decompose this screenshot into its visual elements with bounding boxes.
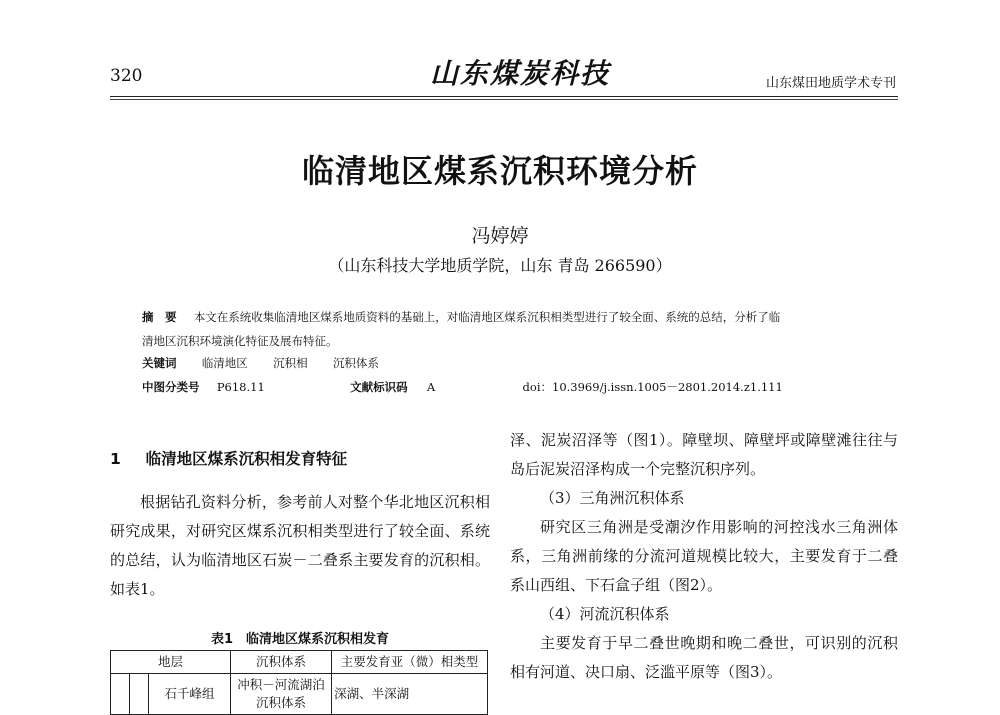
abstract-text-line1: 本文在系统收集临清地区煤系地质资料的基础上，对临清地区煤系沉积相类型进行了较全面、系统的总结，分析了临 bbox=[193, 310, 781, 324]
facies-table bbox=[110, 650, 488, 715]
table-cell-facies: 深湖、半深湖 bbox=[332, 674, 488, 715]
section-number: 1 bbox=[110, 450, 121, 468]
abstract-continuation bbox=[142, 329, 882, 353]
keywords-line bbox=[142, 355, 379, 371]
abstract-text-line2: 清地区沉积环境演化特征及展布特征。 bbox=[142, 334, 338, 348]
table-caption: 表1 临清地区煤系沉积相发育 bbox=[210, 632, 390, 647]
table-cell-blank bbox=[111, 674, 130, 715]
author-affiliation: （山东科技大学地质学院，山东 青岛 266590） bbox=[328, 256, 672, 275]
right-paragraph-4: 主要发育于早二叠世晚期和晚二叠世，可识别的沉积相有河道、决口扇、泛滥平原等（图3）。 bbox=[510, 634, 898, 681]
table-row bbox=[111, 674, 488, 715]
header-rule-thin bbox=[110, 99, 898, 100]
section-heading bbox=[110, 447, 347, 469]
doi: doi：10.3969/j.issn.1005－2801.2014.z1.111 bbox=[522, 380, 783, 394]
classification-line bbox=[142, 379, 783, 395]
subsection-heading-4: （4）河流沉积体系 bbox=[540, 605, 670, 623]
keywords-label: 关键词 bbox=[142, 356, 177, 370]
section1-paragraph: 根据钻孔资料分析，参考前人对整个华北地区沉积相研究成果，对研究区煤系沉积相类型进行了较全面、系统的总结，认为临清地区石炭－二叠系主要发育的沉积相。如表1。 bbox=[110, 493, 490, 598]
doc-code-value: A bbox=[426, 380, 436, 394]
page-number: 320 bbox=[110, 66, 143, 86]
table-cell-blank bbox=[130, 674, 149, 715]
table-header-formation: 地层 bbox=[111, 651, 231, 674]
keyword-item: 临清地区 bbox=[201, 356, 248, 370]
article-title: 临清地区煤系沉积环境分析 bbox=[301, 152, 698, 190]
journal-logo: 山东煤炭科技 bbox=[430, 57, 611, 90]
table-header-facies: 主要发育亚（微）相类型 bbox=[332, 651, 488, 674]
table-header-row bbox=[111, 651, 488, 674]
journal-note: 山东煤田地质学术专刊 bbox=[765, 76, 896, 91]
section-title: 临清地区煤系沉积相发育特征 bbox=[145, 450, 348, 468]
keyword-item: 沉积相 bbox=[273, 356, 308, 370]
abstract-label: 摘 要 bbox=[142, 310, 177, 324]
header-rule bbox=[110, 96, 898, 97]
abstract bbox=[142, 305, 882, 329]
table-cell-system: 冲积－河流湖泊沉积体系 bbox=[231, 674, 332, 715]
table-cell-formation: 石千峰组 bbox=[149, 674, 231, 715]
keyword-item: 沉积体系 bbox=[332, 356, 379, 370]
right-paragraph-3: 研究区三角洲是受潮汐作用影响的河控浅水三角洲体系，三角洲前缘的分流河道规模比较大，主要发育于二叠系山西组、下石盒子组（图2）。 bbox=[510, 518, 898, 594]
right-paragraph-1: 泽、泥炭沼泽等（图1）。障壁坝、障壁坪或障壁滩往往与岛后泥炭沼泽构成一个完整沉积序列。 bbox=[510, 431, 898, 478]
clc-value: P618.11 bbox=[216, 380, 265, 394]
article-author: 冯婷婷 bbox=[471, 225, 529, 247]
table-header-system: 沉积体系 bbox=[231, 651, 332, 674]
doc-code-label: 文献标识码 bbox=[350, 380, 408, 394]
clc-label: 中图分类号 bbox=[142, 380, 200, 394]
right-column bbox=[510, 426, 898, 687]
left-column bbox=[110, 488, 490, 604]
subsection-heading-3: （3）三角洲沉积体系 bbox=[540, 489, 685, 507]
